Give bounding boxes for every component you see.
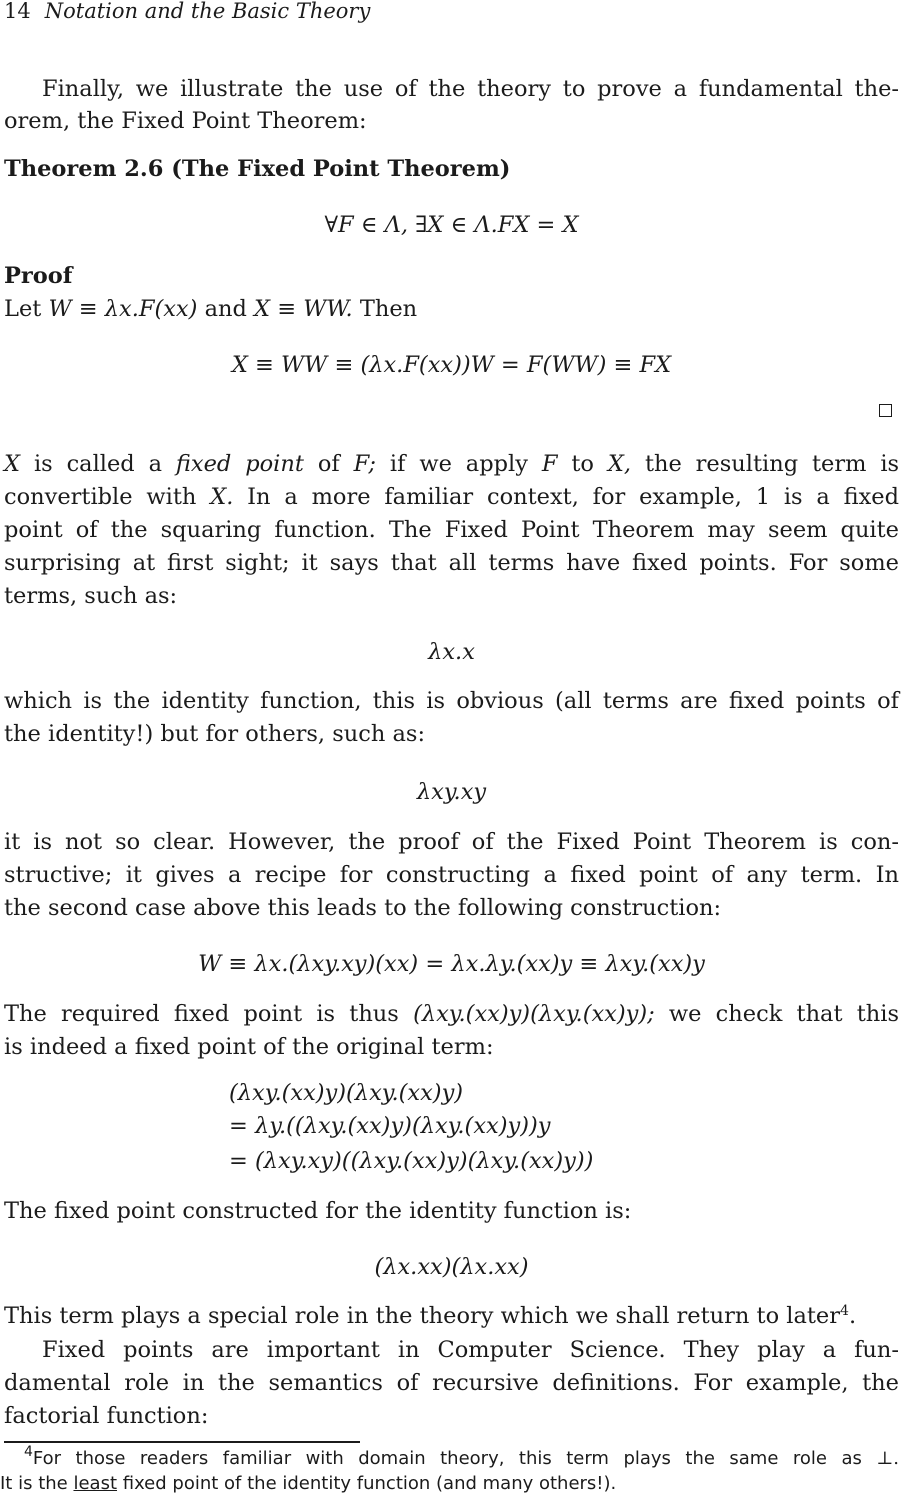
footnote-line-2 [0, 1471, 899, 1497]
identity-fixed-point-expression: (λx.xx)(λx.xx) [374, 1254, 529, 1280]
proof-equation: X ≡ WW ≡ (λx.F(xx))W = F(WW) ≡ FX [231, 352, 672, 378]
text-span: the resulting term is [644, 451, 900, 477]
construct-line-2: structive; it gives a recipe for constructing a fixed point of any term. In [4, 862, 899, 888]
fixed-point-term: (λxy.(xx)y)(λxy.(xx)y); [413, 1001, 655, 1027]
intro-line-2: orem, the Fixed Point Theorem: [4, 108, 367, 134]
theorem-statement: ∀F ∈ Λ, ∃X ∈ Λ.FX = X [324, 212, 579, 238]
proof-text-and: and [204, 296, 247, 322]
construction-equation: W ≡ λx.(λxy.xy)(xx) = λx.λy.(xx)y ≡ λxy.(xx)y [198, 951, 705, 977]
check-line-2: = λy.((λxy.(xx)y)(λxy.(xx)y))y [229, 1113, 551, 1139]
running-title: Notation and the Basic Theory [44, 0, 371, 23]
text-span: is called a [33, 451, 163, 477]
bottom-symbol: ⊥. [876, 1448, 899, 1469]
footnote-marker[interactable]: 4 [840, 1303, 849, 1319]
text-span: of [317, 451, 340, 477]
check-line-1: (λxy.(xx)y)(λxy.(xx)y) [229, 1080, 464, 1106]
text-span: In a more familiar context, for example, 1 is a fixed [247, 484, 900, 510]
special-role-line [4, 1301, 899, 1331]
fixed-point-line-5: terms, such as: [4, 583, 178, 609]
text-span: The required fixed point is thus [4, 1001, 399, 1027]
footnote-line-1 [24, 1446, 899, 1472]
proof-line [4, 294, 899, 324]
text-span: we check that this [668, 1001, 899, 1027]
fixed-point-line-1 [4, 449, 899, 479]
var-x: X [4, 451, 21, 477]
intro-line-1: Finally, we illustrate the use of the theory to prove a fundamental the- [42, 76, 899, 102]
identity-line-1: which is the identity function, this is obvious (all terms are fixed points of [4, 688, 899, 714]
identity-line-2: the identity!) but for others, such as: [4, 721, 426, 747]
construct-line-1: it is not so clear. However, the proof of the Fixed Point Theorem is con- [4, 829, 899, 855]
text-span: It is the [0, 1473, 68, 1494]
underlined-least: least [73, 1473, 118, 1494]
construct-line-3: the second case above this leads to the following construction: [4, 895, 722, 921]
second-expression: λxy.xy [416, 779, 487, 805]
text-span: to [571, 451, 594, 477]
fixed-point-line-4: surprising at first sight; it says that all terms have fixed points. For some [4, 550, 899, 576]
identity-expression: λx.x [428, 639, 475, 665]
text-span: if we apply [389, 451, 528, 477]
text-span: For those readers familiar with domain theory, this term plays the same role as [32, 1448, 862, 1469]
proof-def-x: X ≡ WW. [254, 296, 353, 322]
required-line-2: is indeed a fixed point of the original term: [4, 1034, 494, 1060]
var-f: F [541, 451, 558, 477]
text-span: convertible with [4, 484, 197, 510]
footnote-rule [4, 1441, 360, 1443]
cs-line-1: Fixed points are important in Computer Science. They play a fun- [42, 1337, 899, 1363]
identity-fixed-point-text: The fixed point constructed for the identity function is: [4, 1198, 632, 1224]
running-header [4, 0, 370, 26]
term-fixed-point: fixed point [175, 451, 304, 477]
proof-heading: Proof [4, 263, 73, 289]
fixed-point-line-3: point of the squaring function. The Fixed Point Theorem may seem quite [4, 517, 899, 543]
page-number: 14 [4, 0, 31, 23]
text-span: fixed point of the identity function (and many others!). [122, 1473, 617, 1494]
var-x: X. [210, 484, 234, 510]
cs-line-3: factorial function: [4, 1403, 209, 1429]
proof-text-let: Let [4, 296, 42, 322]
proof-text-then: Then [359, 296, 418, 322]
fixed-point-line-2 [4, 482, 899, 512]
var-f: F; [353, 451, 376, 477]
check-line-3: = (λxy.xy)((λxy.(xx)y)(λxy.(xx)y)) [229, 1148, 594, 1174]
text-span: . [848, 1303, 857, 1329]
proof-def-w: W ≡ λx.F(xx) [48, 296, 198, 322]
var-x: X, [607, 451, 632, 477]
cs-line-2: damental role in the semantics of recursive definitions. For example, the [4, 1370, 899, 1396]
text-span: This term plays a special role in the theory which we shall return to later [4, 1303, 841, 1329]
required-line-1 [4, 999, 899, 1029]
footnote-number: 4 [24, 1444, 33, 1460]
theorem-heading: Theorem 2.6 (The Fixed Point Theorem) [4, 156, 511, 182]
qed-box-icon [879, 404, 892, 417]
